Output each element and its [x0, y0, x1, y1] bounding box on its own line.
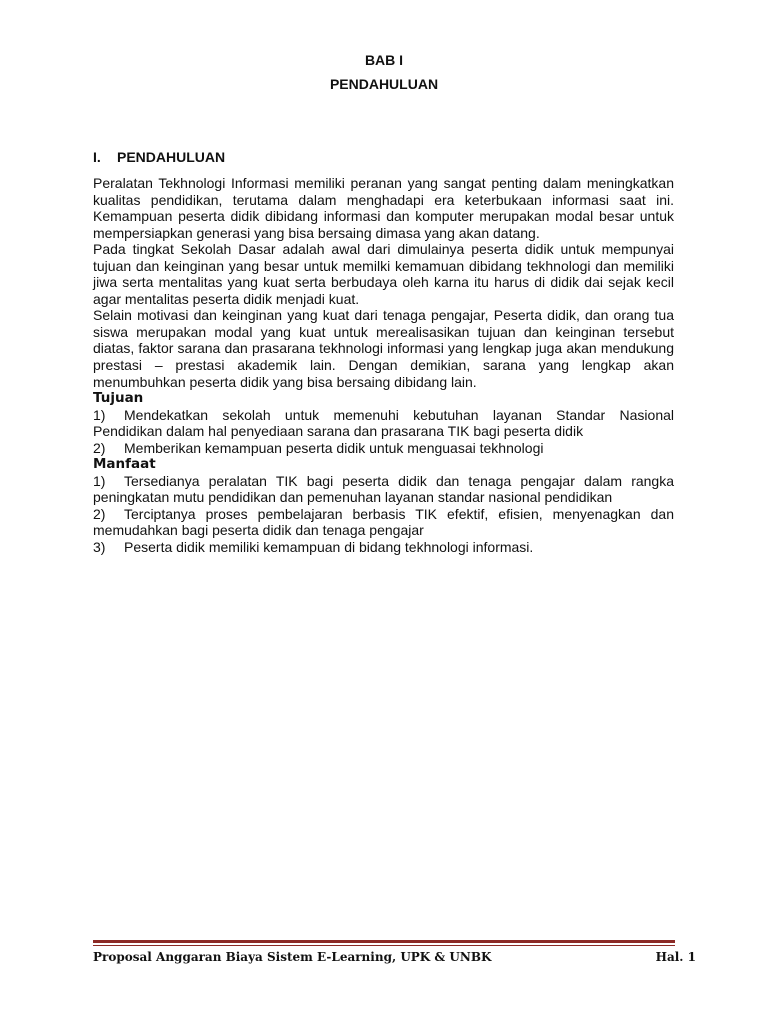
list-number: 1) [93, 472, 106, 489]
list-number: 3) [93, 539, 106, 556]
footer-divider-thin [93, 945, 675, 946]
list-text: Terciptanya proses pembelajaran berbasis TIK efektif, efisien, menyenagkan dan memudahkan bagi peserta didik dan tenaga pengajar [93, 505, 674, 539]
list-item [93, 506, 674, 539]
footer-page-number: Hal. 1 [655, 950, 696, 964]
tujuan-heading: Tujuan [93, 390, 144, 407]
list-text: Tersedianya peralatan TIK bagi peserta didik dan tenaga pengajar dalam rangka peningkatan mutu pendidikan dan pemenuhan layanan standar nasional pendidikan [93, 472, 674, 506]
list-text: Peserta didik memiliki kemampuan di bidang tekhnologi informasi. [124, 539, 534, 556]
list-number: 1) [93, 406, 106, 423]
list-item [93, 407, 674, 440]
paragraph: Selain motivasi dan keinginan yang kuat dari tenaga pengajar, Peserta didik, dan orang tua siswa merupakan modal yang kuat untuk merealisasikan tujuan dan keinginan tersebut diatas, faktor sarana dan prasarana tekhnologi informasi yang lengkap juga akan mendukung prestasi – prestasi akademik lain. Dengan demikian, sarana yang lengkap akan menumbuhkan peserta didik yang bisa bersaing dibidang lain. [93, 307, 674, 390]
list-text: Mendekatkan sekolah untuk memenuhi kebutuhan layanan Standar Nasional Pendidikan dalam hal penyediaan sarana dan prasarana TIK bagi peserta didik [93, 406, 674, 440]
section-number: I. [93, 149, 101, 165]
chapter-label: BAB I [364, 52, 404, 68]
section-heading [93, 149, 225, 165]
chapter-title: PENDAHULUAN [329, 76, 439, 92]
paragraph: Pada tingkat Sekolah Dasar adalah awal dari dimulainya peserta didik untuk mempunyai tujuan dan keinginan yang besar untuk memilki kemamuan dibidang tekhnologi dan memiliki jiwa serta mentalitas yang kuat serta berbudaya oleh karna itu harus di didik dai sejak kecil agar mentalitas peserta didik menjadi kuat. [93, 241, 674, 307]
footer-document-title: Proposal Anggaran Biaya Sistem E-Learning, UPK & UNBK [93, 950, 492, 964]
list-item [93, 539, 674, 556]
manfaat-heading: Manfaat [93, 456, 156, 473]
list-number: 2) [93, 505, 106, 522]
list-number: 2) [93, 439, 106, 456]
list-item [93, 440, 674, 457]
footer-divider [93, 940, 675, 943]
paragraph: Peralatan Tekhnologi Informasi memiliki peranan yang sangat penting dalam meningkatkan kualitas pendidikan, terutama dalam menghadapi era keterbukaan informasi saat ini. Kemampuan peserta didik dibidang informasi dan komputer merupakan modal besar untuk mempersiapkan generasi yang bisa bersaing dimasa yang akan datang. [93, 175, 674, 241]
section-title: PENDAHULUAN [117, 149, 226, 165]
list-text: Memberikan kemampuan peserta didik untuk menguasai tekhnologi [124, 439, 544, 456]
document-body [93, 175, 674, 556]
list-item [93, 473, 674, 506]
